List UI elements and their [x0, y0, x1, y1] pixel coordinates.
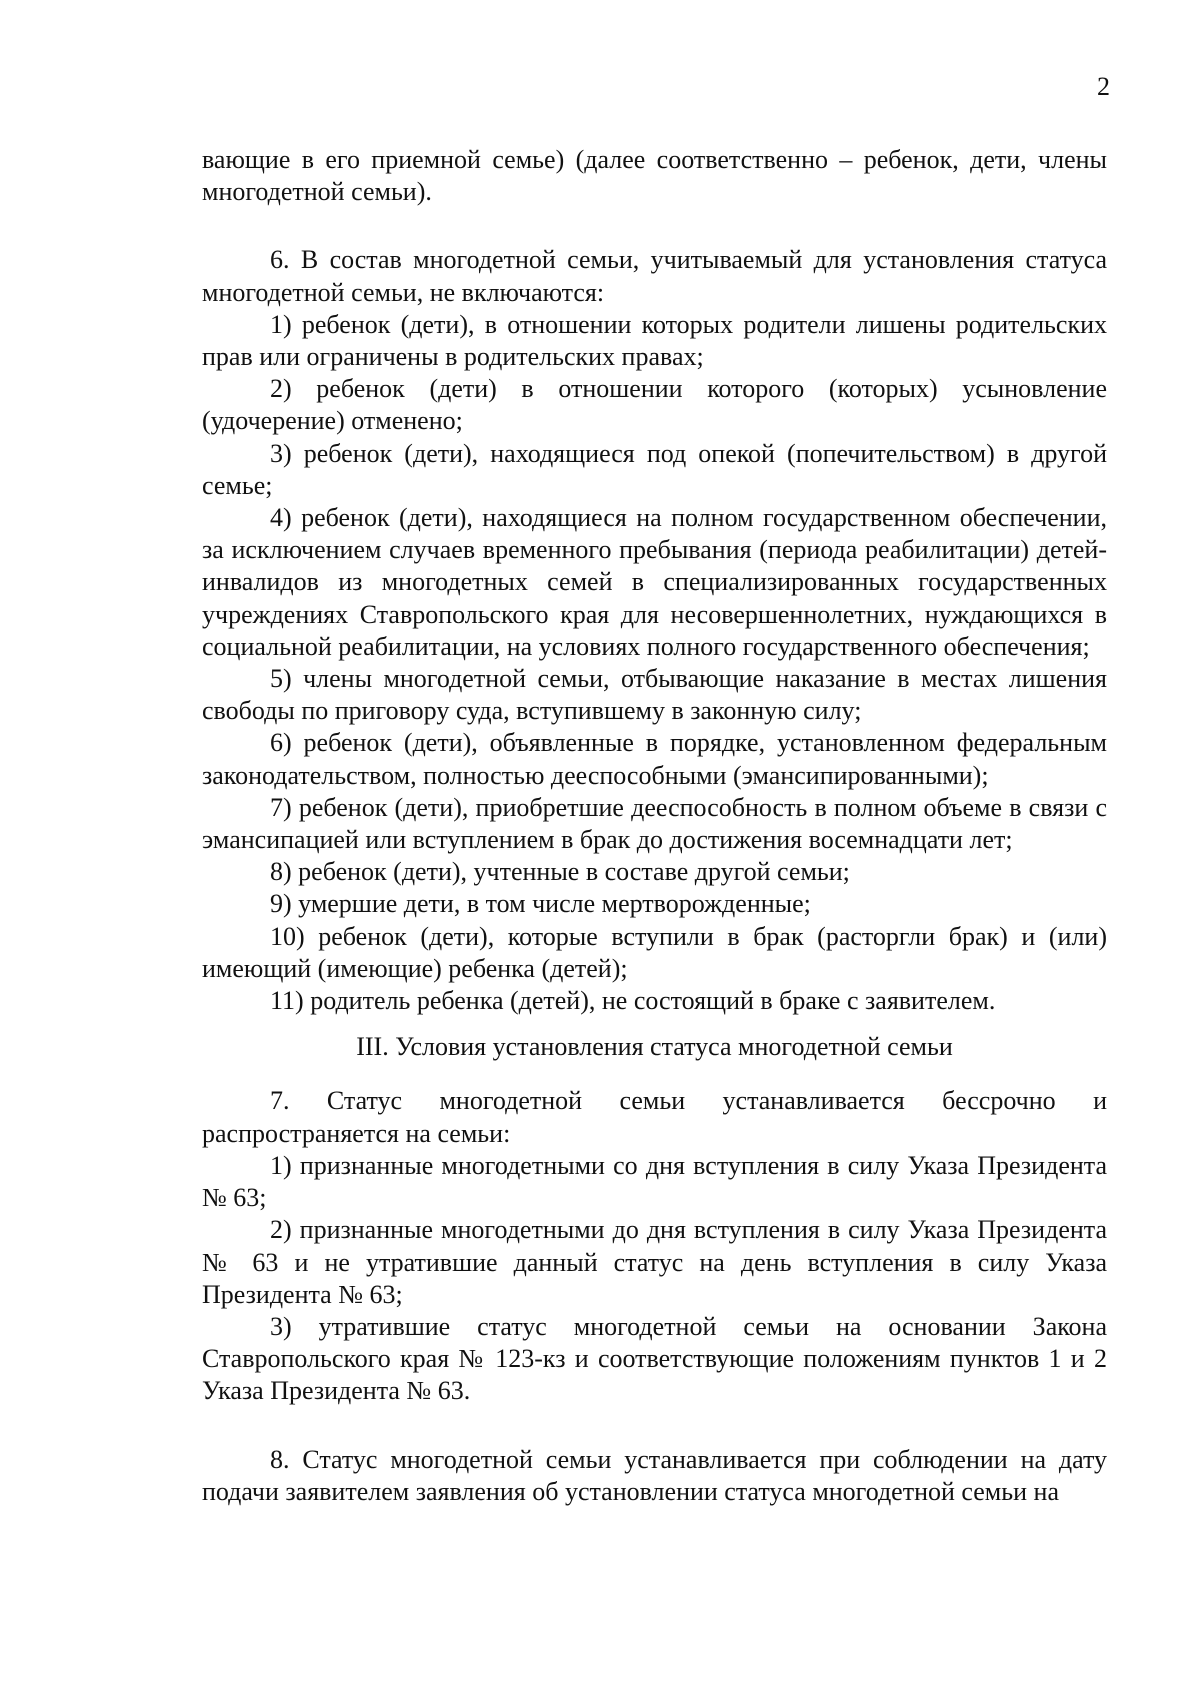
list-item-6-4: 4) ребенок (дети), находящиеся на полном государственном обеспечении, за исключением случаев временного пребывания (периода реабилитации) детей-инвалидов из многодетных семей в специализированных государственных учреждениях Ставропольского края для несовершеннолетних, нуждающихся в социальной реабилитации, на условиях полного государственного обеспечения; — [202, 503, 1107, 661]
list-item-7-3: 3) утратившие статус многодетной семьи на основании Закона Ставропольского края № 123-кз и соответствующие положениям пунктов 1 и 2 Указа Президента № 63. — [202, 1311, 1107, 1406]
paragraph-clause-8: 8. Статус многодетной семьи устанавливается при соблюдении на дату подачи заявителем заявления об установлении статуса многодетной семьи на — [202, 1444, 1107, 1506]
list-item-6-8: 8) ребенок (дети), учтенные в составе другой семьи; — [270, 857, 850, 887]
list-item-6-10: 10) ребенок (дети), которые вступили в брак (расторгли брак) и (или) имеющий (имеющие) ребенка (детей); — [202, 921, 1107, 983]
list-item-6-11: 11) родитель ребенка (детей), не состоящий в браке с заявителем. — [270, 986, 996, 1016]
list-item-6-5: 5) члены многодетной семьи, отбывающие наказание в местах лишения свободы по приговору суда, вступившему в законную силу; — [202, 664, 1107, 726]
list-item-7-1: 1) признанные многодетными со дня вступления в силу Указа Президента № 63; — [202, 1150, 1107, 1213]
list-item-6-9: 9) умершие дети, в том числе мертворожденные; — [270, 889, 811, 919]
paragraph-clause-7: 7. Статус многодетной семьи устанавливается бессрочно и распространяется на семьи: — [202, 1086, 1107, 1148]
paragraph-continuation: вающие в его приемной семье) (далее соответственно – ребенок, дети, члены многодетной семьи). — [202, 145, 1107, 207]
list-item-6-1: 1) ребенок (дети), в отношении которых родители лишены родительских прав или ограничены в родительских правах; — [202, 309, 1107, 372]
document-body — [202, 144, 1107, 1508]
list-item-7-2: 2) признанные многодетными до дня вступления в силу Указа Президента № 63 и не утратившие данный статус на день вступления в силу Указа Президента № 63; — [202, 1215, 1107, 1309]
page-number: 2 — [1097, 72, 1110, 101]
paragraph-clause-6: 6. В состав многодетной семьи, учитываемый для установления статуса многодетной семьи, не включаются: — [202, 245, 1107, 307]
list-item-6-7: 7) ребенок (дети), приобретшие дееспособность в полном объеме в связи с эмансипацией или вступлением в брак до достижения восемнадцати лет; — [202, 792, 1107, 855]
list-item-6-3: 3) ребенок (дети), находящиеся под опекой (попечительством) в другой семье; — [202, 438, 1107, 500]
section-heading-3: III. Условия установления статуса многодетной семьи — [356, 1032, 953, 1062]
list-item-6-6: 6) ребенок (дети), объявленные в порядке, установленном федеральным законодательством, полностью дееспособными (эмансипированными); — [202, 728, 1107, 790]
list-item-6-2: 2) ребенок (дети) в отношении которого (которых) усыновление (удочерение) отменено; — [202, 374, 1107, 436]
